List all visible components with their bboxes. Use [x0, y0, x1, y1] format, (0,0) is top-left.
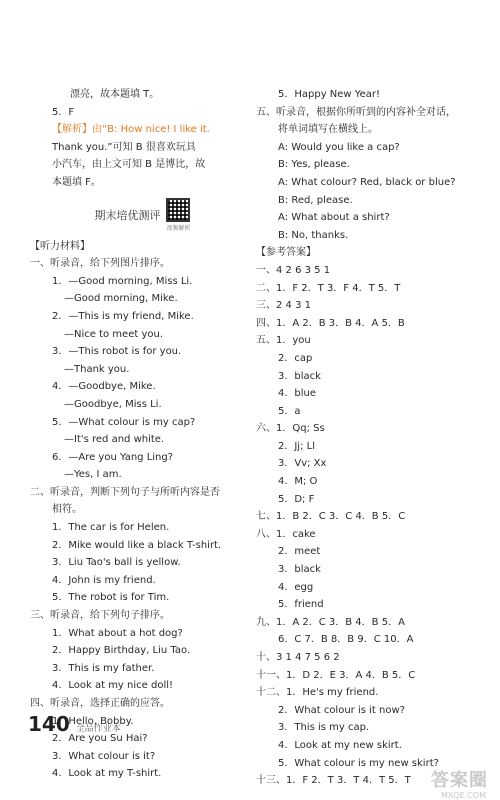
text-line: 4．—Goodbye, Mike. — [52, 381, 156, 393]
left-bottom-lines — [30, 238, 255, 783]
text-line: 七、1．B 2．C 3．C 4．B 5．C — [256, 511, 406, 523]
text-line: 二、1．F 2．T 3．F 4．T 5．T — [256, 282, 401, 294]
text-line: 九、1．A 2．C 3．B 4．B 5．A — [256, 616, 405, 628]
qr-caption: 视频解析 — [166, 224, 191, 232]
text-line: 5．The robot is for Tim. — [52, 592, 170, 604]
text-line: 2．What colour is it now? — [278, 704, 405, 716]
text-line: —Thank you. — [64, 363, 130, 375]
text-line: 2．—This is my friend, Mike. — [52, 310, 194, 322]
text-line: 3．What colour is it? — [52, 750, 156, 762]
left-column — [30, 86, 255, 783]
text-line: 3．—This robot is for you. — [52, 346, 182, 358]
text-line: 3．This is my cap. — [278, 722, 370, 734]
text-line: 1．What about a hot dog? — [52, 627, 183, 639]
text-line: 6．C 7．B 8．B 9．C 10．A — [278, 634, 414, 646]
text-line: 3．Liu Tao's ball is yellow. — [52, 557, 181, 569]
right-column — [256, 86, 486, 790]
text-line: 2．Mike would like a black T-shirt. — [52, 539, 222, 551]
text-line: 4．M; O — [278, 476, 318, 488]
series-name: 全品作业本 — [75, 724, 121, 734]
text-line: 四、听录音，选择正确的应答。 — [30, 698, 170, 709]
text-line: 五、1．you — [256, 335, 311, 347]
text-line: —Yes, I am. — [64, 469, 122, 481]
text-line: 3．This is my father. — [52, 662, 155, 674]
text-line: A: What colour? Red, black or blue? — [278, 176, 456, 188]
right-lines — [256, 86, 486, 790]
text-line: 十三、1．F 2．T 3．T 4．T 5．T — [256, 775, 411, 787]
text-line: 4．egg — [278, 581, 314, 593]
text-line: 2．Are you Su Hai? — [52, 733, 148, 745]
text-line: 十、3 1 4 7 5 6 2 — [256, 652, 340, 663]
text-line: 2．cap — [278, 352, 313, 364]
qr-code-block — [166, 198, 190, 232]
text-line: 八、1．cake — [256, 528, 316, 540]
text-line: A: What about a shirt? — [278, 212, 390, 224]
text-line: 三、2 4 3 1 — [256, 300, 311, 312]
page-number: 140 — [28, 712, 70, 736]
qr-section-title: 期末培优测评 — [94, 208, 161, 222]
text-line: 漂亮，故本题填 T。 — [70, 89, 160, 100]
text-line: 5．a — [278, 405, 301, 417]
text-line: —Good morning, Mike. — [64, 293, 178, 305]
text-line: 【解析】由“B: How nice! I like it. — [52, 124, 210, 136]
text-line: 4．Look at my T-shirt. — [52, 768, 162, 780]
text-line: 将单词填写在横线上。 — [278, 124, 378, 136]
qr-code-icon — [166, 198, 190, 222]
text-line: 五、听录音，根据你所听到的内容补全对话， — [256, 106, 456, 118]
text-line: 4．Look at my nice doll! — [52, 680, 174, 692]
text-line: 1．Hello, Bobby. — [52, 715, 134, 727]
text-line: 1．The car is for Helen. — [52, 522, 170, 534]
text-line: A: Would you like a cap? — [278, 141, 400, 153]
text-line: 十一、1．D 2．E 3．A 4．B 5．C — [256, 669, 416, 681]
text-line: 4．John is my friend. — [52, 574, 156, 586]
text-line: —It's red and white. — [64, 434, 165, 446]
text-line: Thank you.”可知 B 很喜欢玩具 — [52, 141, 196, 153]
text-line: 四、1．A 2．B 3．B 4．A 5．B — [256, 317, 405, 329]
text-line: 6．—Are you Yang Ling? — [52, 451, 174, 463]
text-line: 1．—Good morning, Miss Li. — [52, 275, 193, 287]
text-line: —Nice to meet you. — [64, 328, 164, 340]
text-line: 5．What colour is my new skirt? — [278, 757, 439, 769]
text-line: 2．meet — [278, 546, 321, 558]
text-line: 小汽车，由上文可知 B 是博比，故 — [52, 159, 206, 171]
text-line: 4．blue — [278, 388, 316, 400]
text-line: 三、听录音，给下列句子排序。 — [30, 610, 170, 622]
text-line: 六、1．Qq; Ss — [256, 423, 325, 435]
watermark-url: MXQE.COM — [440, 791, 486, 800]
text-line: 5．—What colour is my cap? — [52, 416, 196, 428]
text-line: 5．F — [52, 106, 75, 118]
text-line: B: No, thanks. — [278, 229, 349, 241]
text-line: 一、4 2 6 3 5 1 — [256, 264, 331, 276]
qr-section — [30, 198, 255, 232]
text-line: 2．Jj; Ll — [278, 440, 315, 452]
text-line: 5．friend — [278, 599, 324, 611]
text-line: 一、听录音，给下列图片排序。 — [30, 258, 170, 270]
text-line: —Goodbye, Miss Li. — [64, 398, 162, 410]
text-line: 3．black — [278, 564, 321, 576]
text-line: 4．Look at my new skirt. — [278, 739, 402, 751]
text-line: 5．Happy New Year! — [278, 89, 380, 100]
page-footer — [28, 712, 121, 736]
text-line: 3．Vv; Xx — [278, 458, 327, 470]
text-line: 5．D; F — [278, 493, 315, 505]
text-line: B: Red, please. — [278, 194, 353, 206]
text-line: 十二、1．He's my friend. — [256, 687, 379, 699]
text-line: 【参考答案】 — [256, 247, 316, 259]
text-line: 二、听录音，判断下列句子与所听内容是否 — [30, 486, 220, 498]
text-line: 2．Happy Birthday, Liu Tao. — [52, 645, 191, 657]
text-line: B: Yes, please. — [278, 159, 350, 171]
text-line: 本题填 F。 — [52, 176, 101, 188]
text-line: 3．black — [278, 370, 321, 382]
watermark-logo: 答案圈 — [431, 770, 488, 791]
text-line: 【听力材料】 — [30, 240, 90, 252]
text-line: 相符。 — [52, 504, 82, 516]
left-top-lines — [30, 86, 255, 192]
